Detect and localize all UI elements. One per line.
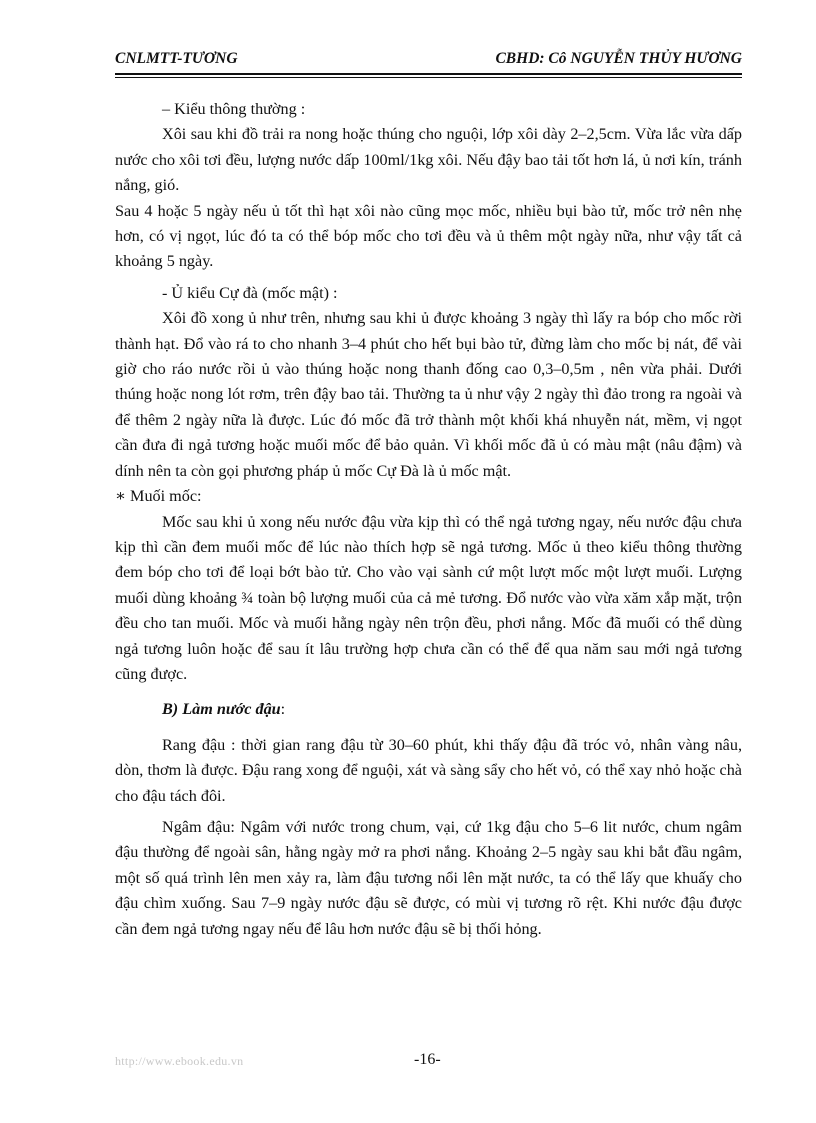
- paragraph: Mốc sau khi ủ xong nếu nước đậu vừa kịp thì có thể ngả tương ngay, nếu nước đậu chưa kịp thì cần đem muối mốc để lúc nào thích hợp sẽ ngả tương. Mốc ủ theo kiểu thông thường đem bóp cho tơi để loại bớt bào tử. Cho vào vại sành cứ một lượt mốc một lượt muối. Lượng muối dùng khoảng ¾ toàn bộ lượng muối của cả mẻ tương. Đổ nước vào vừa xăm xắp mặt, trộn đều cho tan muối. Mốc và muối hằng ngày nên trộn đều, phơi nắng. Mốc đã muối có thể dùng ngả tương luôn hoặc để sau ít lâu trường hợp chưa cần có thể để qua năm sau mới ngả tương cũng được.: [115, 512, 742, 683]
- subheading-salting: ∗ Muối mốc:: [115, 487, 202, 506]
- header-rule-thin: [115, 77, 742, 78]
- subheading-cu-da-style: - Ủ kiểu Cự đà (mốc mật) :: [162, 283, 338, 302]
- section-heading-b-colon: :: [280, 700, 286, 719]
- footer-watermark-url: http://www.ebook.edu.vn: [115, 1054, 244, 1068]
- document-body: [115, 97, 742, 942]
- paragraph: Ngâm đậu: Ngâm với nước trong chum, vại, cứ 1kg đậu cho 5–6 lit nước, chum ngâm đậu thường để ngoài sân, hằng ngày mở ra phơi nắng. Khoảng 2–5 ngày sau khi bắt đầu ngâm, một số quá trình lên men xảy ra, làm đậu tương nổi lên mặt nước, ta có thể lấy que khuấy cho đậu chìm xuống. Sau 7–9 ngày nước đậu sẽ được, có mùi vị tương rõ rệt. Khi nước đậu được cần đem ngả tương ngay nếu để lâu hơn nước đậu sẽ bị thối hỏng.: [115, 817, 742, 938]
- header-supervisor: CBHD: Cô NGUYỄN THỦY HƯƠNG: [495, 50, 742, 67]
- page-number: -16-: [414, 1051, 441, 1068]
- header-rule: [115, 73, 742, 75]
- paragraph: Xôi sau khi đồ trải ra nong hoặc thúng cho nguội, lớp xôi dày 2–2,5cm. Vừa lắc vừa dấp nước cho xôi tơi đều, lượng nước dấp 100ml/1kg xôi. Nếu đậy bao tải tốt hơn lá, ủ nơi kín, tránh nắng, gió.: [115, 125, 742, 195]
- section-heading-b: [115, 697, 742, 722]
- page-header: [115, 50, 742, 72]
- paragraph: Sau 4 hoặc 5 ngày nếu ủ tốt thì hạt xôi nào cũng mọc mốc, nhiều bụi bào tử, mốc trở nên nhẹ hơn, có vị ngọt, lúc đó ta có thể bóp mốc cho tơi đều và ủ thêm một ngày nữa, như vậy tất cả khoảng 5 ngày.: [115, 201, 742, 271]
- section-heading-b-title: B) Làm nước đậu: [162, 700, 281, 719]
- header-course-code: CNLMTT-TƯƠNG: [115, 50, 238, 67]
- paragraph: Xôi đồ xong ủ như trên, nhưng sau khi ủ được khoảng 3 ngày thì lấy ra bóp cho mốc rời thành hạt. Đổ vào rá to cho nhanh 3–4 phút cho hết bụi bào tử, đừng làm cho mốc bị nát, để vài giờ cho ráo nước rồi ủ vào thúng hoặc nong thanh đống cao 0,3–0,5m , nên vừa phải. Dưới thúng hoặc nong lót rơm, trên đậy bao tải. Thường ta ủ như vậy 2 ngày thì đảo trong ra ngoài và để thêm 2 ngày nữa là được. Lúc đó mốc đã trở thành một khối khá nhuyễn nát, mềm, vị ngọt cần đưa đi ngả tương hoặc muối mốc để bảo quản. Vì khối mốc đã ủ có màu mật (nâu đậm) và dính nên ta còn gọi phương pháp ủ mốc Cự Đà là ủ mốc mật.: [115, 309, 742, 480]
- subheading-normal-style: – Kiểu thông thường :: [162, 100, 306, 118]
- paragraph: Rang đậu : thời gian rang đậu từ 30–60 phút, khi thấy đậu đã tróc vỏ, nhân vàng nâu, dòn, thơm là được. Đậu rang xong để nguội, xát và sàng sẩy cho hết vỏ, có thể xay nhỏ hoặc chà cho đậu tách đôi.: [115, 735, 742, 805]
